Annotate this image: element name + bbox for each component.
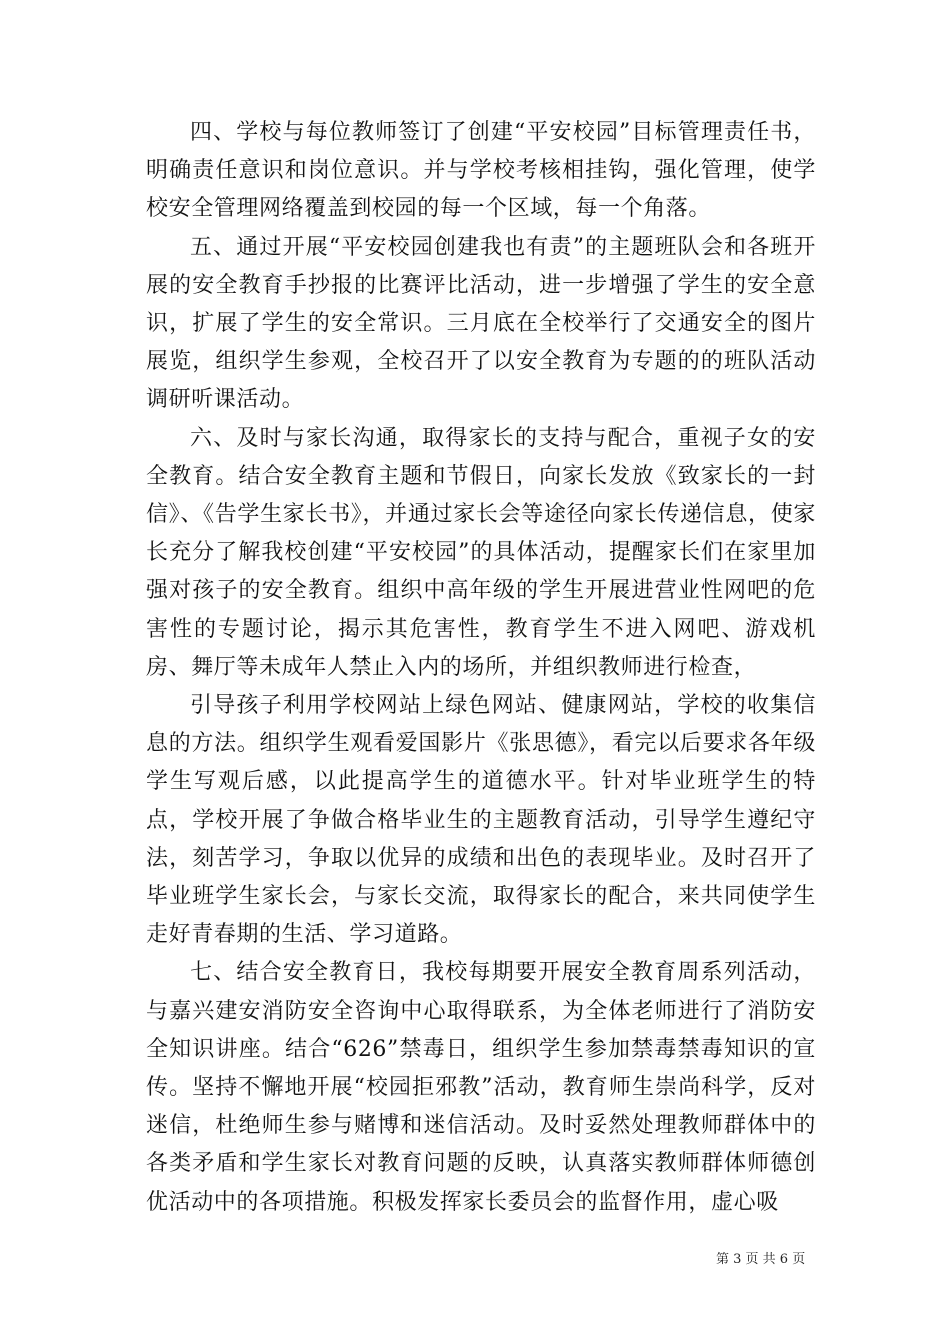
document-body (146, 114, 816, 1222)
paragraph-4: 四、学校与每位教师签订了创建“平安校园”目标管理责任书，明确责任意识和岗位意识。并与学校考核相挂钩，强化管理，使学校安全管理网络覆盖到校园的每一个区域，每一个角落。 (146, 120, 816, 222)
page-number-footer: 第 3 页 共 6 页 (716, 1252, 806, 1267)
paragraph-5: 五、通过开展“平安校园创建我也有责”的主题班队会和各班开展的安全教育手抄报的比赛评比活动，进一步增强了学生的安全意识，扩展了学生的安全常识。三月底在全校举行了交通安全的图片展览，组织学生参观，全校召开了以安全教育为专题的的班队活动调研听课活动。 (146, 234, 816, 413)
paragraph-7: 七、结合安全教育日，我校每期要开展安全教育周系列活动，与嘉兴建安消防安全咨询中心取得联系，为全体老师进行了消防安全知识讲座。结合“626”禁毒日，组织学生参加禁毒禁毒知识的宣传。坚持不懈地开展“校园拒邪教”活动，教育师生崇尚科学，反对迷信，杜绝师生参与赌博和迷信活动。及时妥然处理教师群体中的各类矛盾和学生家长对教育问题的反映，认真落实教师群体师德创优活动中的各项措施。积极发挥家长委员会的监督作用，虚心吸 (146, 960, 816, 1215)
paragraph-6: 六、及时与家长沟通，取得家长的支持与配合，重视子女的安全教育。结合安全教育主题和节假日，向家长发放《致家长的一封信》、《告学生家长书》，并通过家长会等途径向家长传递信息，使家长充分了解我校创建“平安校园”的具体活动，提醒家长们在家里加强对孩子的安全教育。组织中高年级的学生开展进营业性网吧的危害性的专题讨论，揭示其危害性，教育学生不进入网吧、游戏机房、舞厅等未成年人禁止入内的场所，并组织教师进行检查， (146, 425, 816, 680)
paragraph-6-continued: 引导孩子利用学校网站上绿色网站、健康网站，学校的收集信息的方法。组织学生观看爱国影片《张思德》，看完以后要求各年级学生写观后感，以此提高学生的道德水平。针对毕业班学生的特点，学校开展了争做合格毕业生的主题教育活动，引导学生遵纪守法，刻苦学习，争取以优异的成绩和出色的表现毕业。及时召开了毕业班学生家长会，与家长交流，取得家长的配合，来共同使学生走好青春期的生活、学习道路。 (146, 693, 816, 948)
